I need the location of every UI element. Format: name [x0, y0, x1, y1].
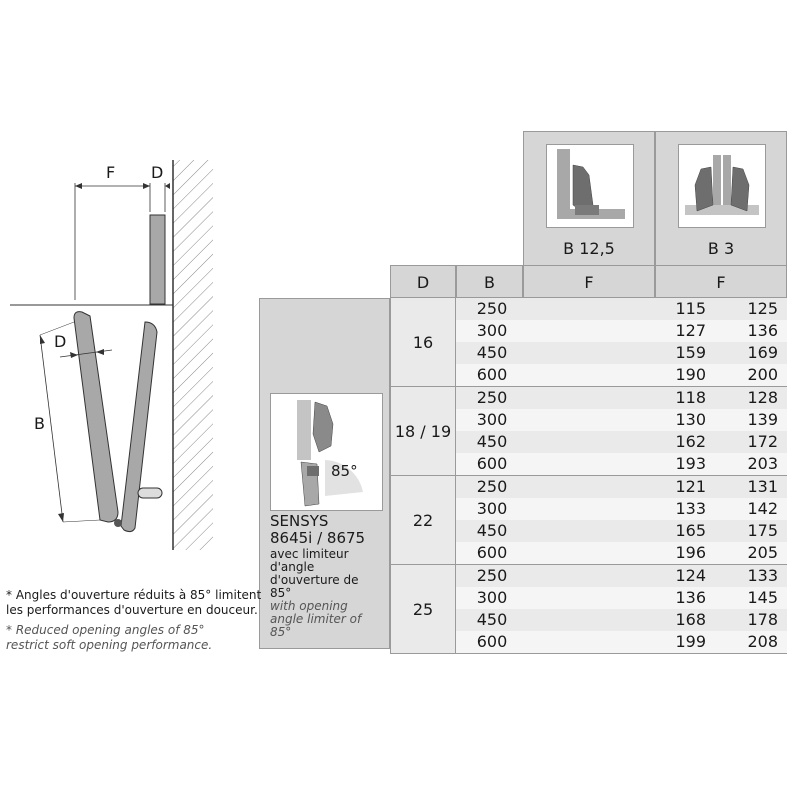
table-row: [456, 320, 787, 342]
f-b3-value: 136: [747, 321, 778, 340]
table-group: [390, 298, 787, 387]
pivot-point: [114, 519, 122, 527]
f-b3-value: 172: [747, 432, 778, 451]
f-b3-value: 175: [747, 521, 778, 540]
table-row: [456, 342, 787, 364]
f-b3-value: 133: [747, 566, 778, 585]
label-d-top: D: [151, 163, 164, 182]
table-row: [456, 587, 787, 609]
b-value: 600: [476, 365, 508, 384]
b-value: 250: [476, 388, 508, 407]
d-value-cell: 22: [390, 476, 456, 564]
f-b12-value: 136: [675, 588, 706, 607]
table-row: [456, 520, 787, 542]
f-b12-value: 193: [675, 454, 706, 473]
f-b3-value: 205: [747, 543, 778, 562]
label-d-side: D: [54, 332, 67, 351]
b-value: 250: [476, 299, 508, 318]
table-group: [390, 565, 787, 654]
col-header-f2: F: [655, 265, 787, 298]
table-row: [456, 453, 787, 475]
f-b3-value: 125: [747, 299, 778, 318]
b-value: 300: [476, 588, 508, 607]
product-name-line1: SENSYS: [270, 512, 329, 530]
wall-hatch: [173, 160, 213, 550]
b-value: 450: [476, 521, 508, 540]
footnote-en-line1: * Reduced opening angles of 85°: [6, 623, 205, 637]
b-value: 300: [476, 410, 508, 429]
f-b3-value: 208: [747, 632, 778, 651]
table-row: [456, 364, 787, 386]
open-door-panel: [74, 312, 118, 522]
b-value: 450: [476, 432, 508, 451]
table-group: [390, 476, 787, 565]
f-b12-value: 133: [675, 499, 706, 518]
product-description-en: with opening angle limiter of 85°: [270, 599, 362, 639]
label-f: F: [106, 163, 116, 182]
product-name-line2: 8645i / 8675: [270, 529, 366, 547]
f-b3-value: 200: [747, 365, 778, 384]
f-b12-value: 124: [675, 566, 706, 585]
d-value-cell: 18 / 19: [390, 387, 456, 475]
footnote-fr-line1: * Angles d'ouverture réduits à 85° limitent: [6, 588, 262, 602]
f-b12-value: 159: [675, 343, 706, 362]
column-header-row: [390, 265, 787, 298]
f-b12-value: 190: [675, 365, 706, 384]
product-description-fr: avec limiteur d'angle d'ouverture de 85°: [270, 547, 359, 600]
d-value-cell: 16: [390, 298, 456, 386]
table-row: [456, 476, 787, 498]
f-b12-value: 127: [675, 321, 706, 340]
hinge-full-overlay-icon: [546, 144, 634, 228]
f-b3-value: 128: [747, 388, 778, 407]
table-group: [390, 387, 787, 476]
b-value: 300: [476, 499, 508, 518]
b-value: 450: [476, 343, 508, 362]
table-row: [456, 609, 787, 631]
f-b3-value: 203: [747, 454, 778, 473]
b-value: 300: [476, 321, 508, 340]
col-header-b: B: [456, 265, 523, 298]
f-b12-value: 162: [675, 432, 706, 451]
f-b12-value: 165: [675, 521, 706, 540]
col-header-d: D: [390, 265, 456, 298]
hinge-knob: [138, 488, 162, 498]
f-b12-value: 196: [675, 543, 706, 562]
footnote-fr-line2: les performances d'ouverture en douceur.: [6, 603, 258, 617]
f-b12-value: 121: [675, 477, 706, 496]
header-b3-box: [655, 131, 787, 266]
f-b12-value: 130: [675, 410, 706, 429]
f-b12-value: 199: [675, 632, 706, 651]
table-row: [456, 387, 787, 409]
angle-label: 85°: [331, 462, 358, 480]
table-row: [456, 565, 787, 587]
f-b3-value: 178: [747, 610, 778, 629]
f-b3-value: 169: [747, 343, 778, 362]
footnote-en-line2: restrict soft opening performance.: [6, 638, 213, 652]
d-value-cell: 25: [390, 565, 456, 653]
f-b12-value: 115: [675, 299, 706, 318]
header-b12-label: B 12,5: [563, 239, 615, 258]
table-row: [456, 431, 787, 453]
f-b12-value: 168: [675, 610, 706, 629]
f-b3-value: 139: [747, 410, 778, 429]
cabinet-side: [150, 215, 165, 304]
table-row: [456, 498, 787, 520]
b-value: 250: [476, 566, 508, 585]
table-row: [456, 542, 787, 564]
product-panel: [259, 298, 390, 649]
f-b3-value: 131: [747, 477, 778, 496]
f-b3-value: 142: [747, 499, 778, 518]
door-panel-right: [121, 322, 157, 532]
b-value: 250: [476, 477, 508, 496]
b-value: 450: [476, 610, 508, 629]
f-b12-value: 118: [675, 388, 706, 407]
cabinet-diagram: [0, 0, 260, 560]
col-header-f1: F: [523, 265, 655, 298]
hinge-half-overlay-icon: [678, 144, 766, 228]
header-b3-label: B 3: [707, 239, 735, 258]
f-b3-value: 145: [747, 588, 778, 607]
b-value: 600: [476, 454, 508, 473]
table-row: [456, 631, 787, 653]
b-value: 600: [476, 632, 508, 651]
label-b: B: [34, 414, 45, 433]
b-value: 600: [476, 543, 508, 562]
header-b12-box: [523, 131, 655, 266]
table-row: [456, 409, 787, 431]
table-row: [456, 298, 787, 320]
hinge-85-degree-icon: [270, 393, 383, 511]
